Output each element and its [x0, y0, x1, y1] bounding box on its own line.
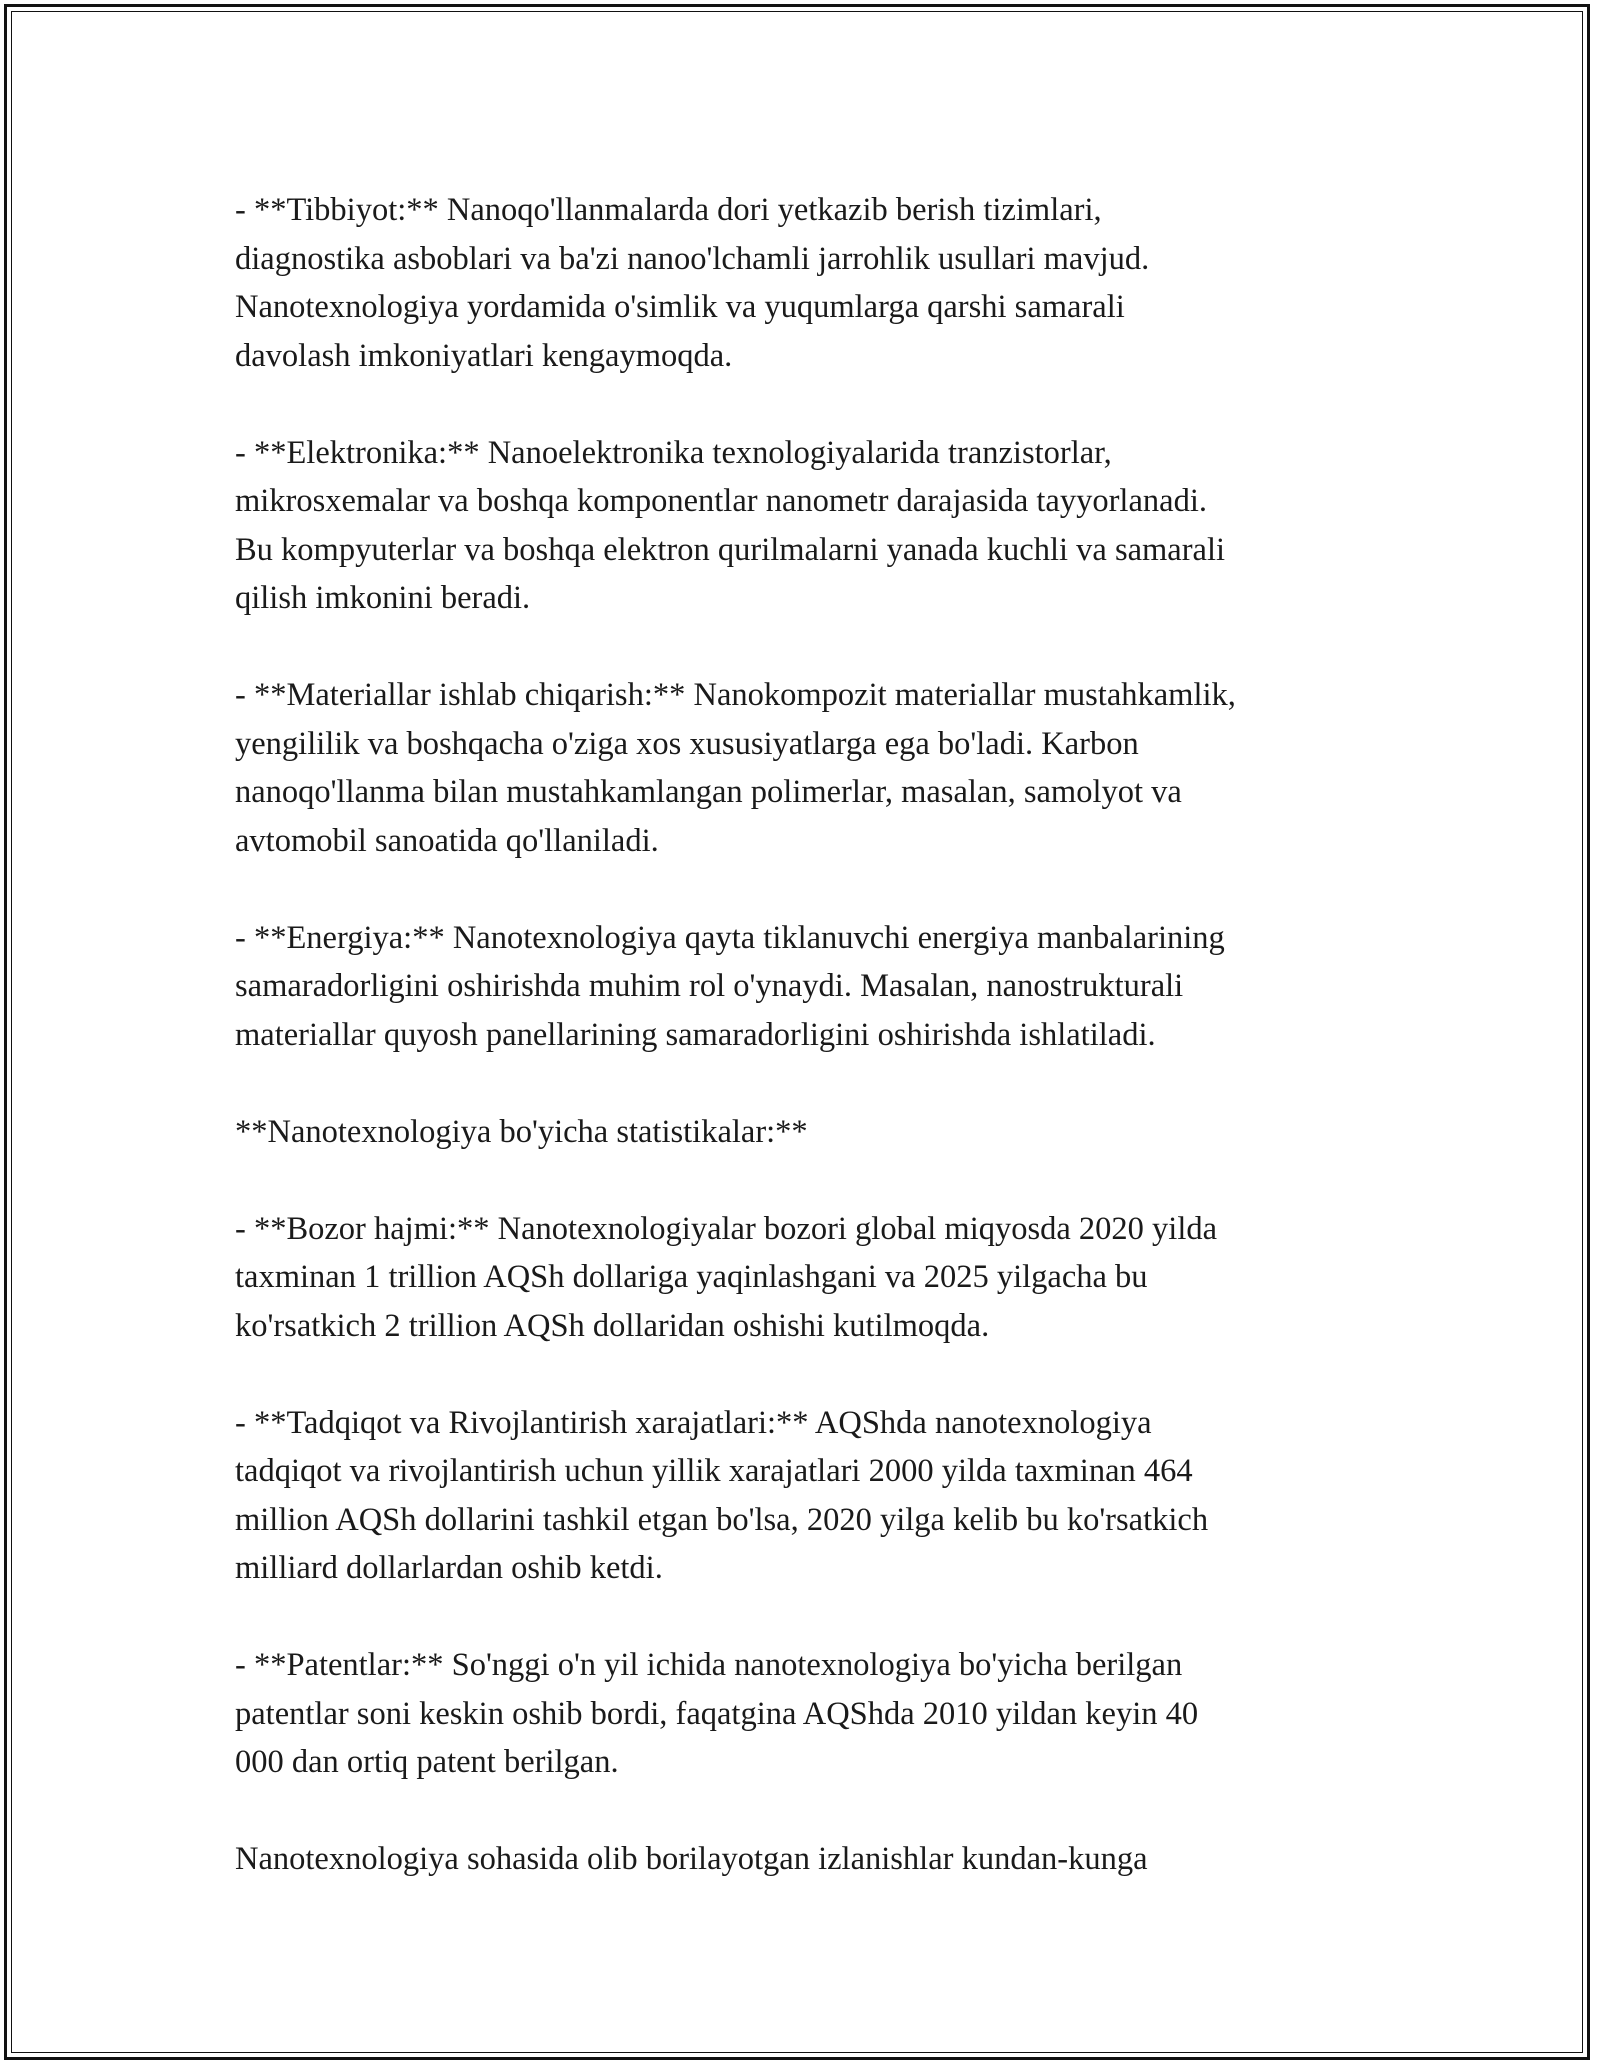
paragraph-bozor-hajmi: - **Bozor hajmi:** Nanotexnologiyalar bozori global miqyosda 2020 yilda taxminan 1 trillion AQSh dollariga yaqinlashgani va 2025 yilgacha bu ko'rsatkich 2 trillion AQSh dollaridan oshishi kutilmoqda. [235, 1210, 1218, 1344]
paragraph-tadqiqot: - **Tadqiqot va Rivojlantirish xarajatlari:** AQShda nanotexnologiya tadqiqot va rivojlantirish uchun yillik xarajatlari 2000 yilda taxminan 464 million AQSh dollarini tashkil etgan bo'lsa, 2020 yilga kelib bu ko'rsatkich milliard dollarlardan oshib ketdi. [235, 1404, 1209, 1586]
paragraph-energiya: - **Energiya:** Nanotexnologiya qayta tiklanuvchi energiya manbalarining samaradorligini oshirishda muhim rol o'ynaydi. Masalan, nanostrukturali materiallar quyosh panellarining samaradorligini oshirishda ishlatiladi. [235, 919, 1225, 1053]
paragraph-closing: Nanotexnologiya sohasida olib borilayotgan izlanishlar kundan-kunga [235, 1841, 1148, 1877]
paragraph-elektronika: - **Elektronika:** Nanoelektronika texnologiyalarida tranzistorlar, mikrosxemalar va boshqa komponentlar nanometr darajasida tayyorlanadi. Bu kompyuterlar va boshqa elektron qurilmalarni yanada kuchli va samarali qilish imkonini beradi. [235, 434, 1226, 616]
paragraph-patentlar: - **Patentlar:** So'nggi o'n yil ichida nanotexnologiya bo'yicha berilgan patentlar soni keskin oshib bordi, faqatgina AQShda 2010 yildan keyin 40 000 dan ortiq patent berilgan. [235, 1647, 1199, 1780]
paragraph-tibbiyot: - **Tibbiyot:** Nanoqo'llanmalarda dori yetkazib berish tizimlari, diagnostika asboblari va ba'zi nanoo'lchamli jarrohlik usullari mavjud. Nanotexnologiya yordamida o'simlik va yuqumlarga qarshi samarali davolash imkoniyatlari kengaymoqda. [235, 192, 1150, 374]
paragraph-materiallar: - **Materiallar ishlab chiqarish:** Nanokompozit materiallar mustahkamlik, yengililik va boshqacha o'ziga xos xususiyatlarga ega bo'ladi. Karbon nanoqo'llanma bilan mustahkamlangan polimerlar, masalan, samolyot va avtomobil sanoatida qo'llaniladi. [235, 677, 1236, 859]
section-heading-statistikalar: **Nanotexnologiya bo'yicha statistikalar:** [235, 1113, 808, 1150]
document-body [235, 186, 1395, 1884]
